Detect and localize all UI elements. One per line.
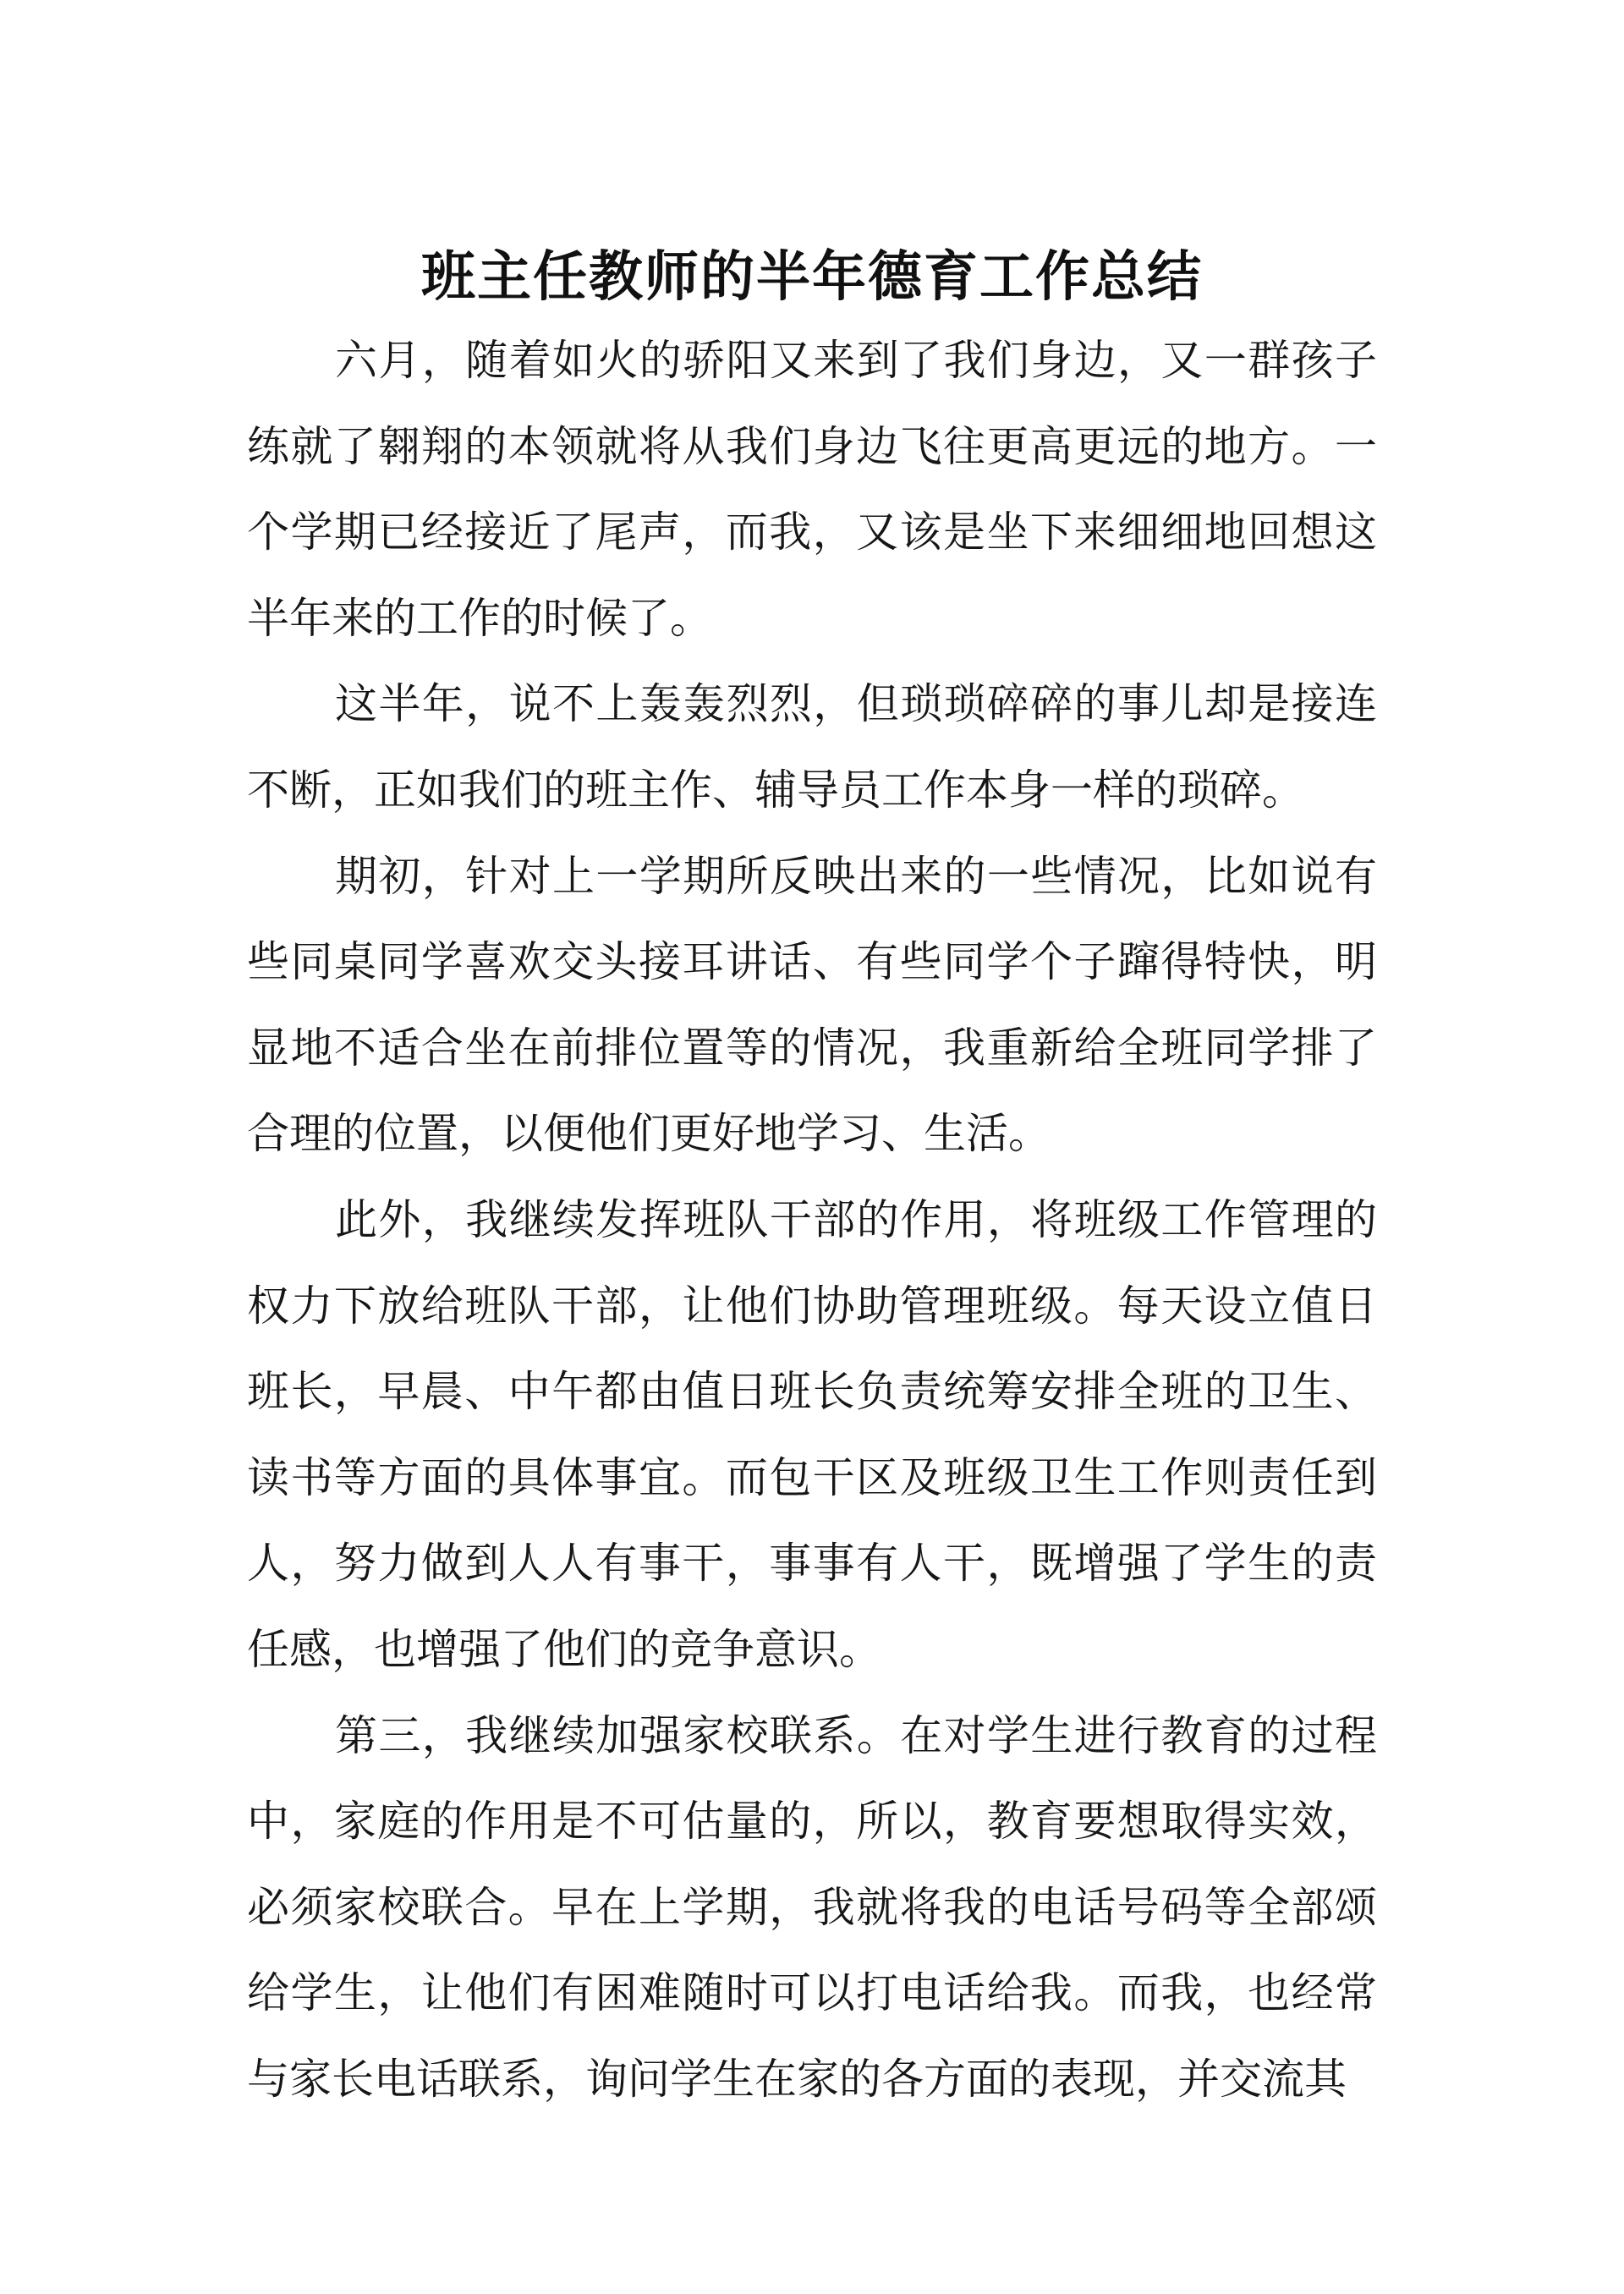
paragraph-3: 期初，针对上一学期所反映出来的一些情况，比如说有些同桌同学喜欢交头接耳讲话、有些同学个子蹿得特快，明显地不适合坐在前排位置等的情况，我重新给全班同学排了合理的位置，以便他们更好地学习、生活。 [247, 851, 1377, 1159]
paragraph-5: 第三，我继续加强家校联系。在对学生进行教育的过程中，家庭的作用是不可估量的，所以，教育要想取得实效，必须家校联合。早在上学期，我就将我的电话号码等全部颂给学生，让他们有困难随时可以打电话给我。而我，也经常与家长电话联系，询问学生在家的各方面的表现，并交流其 [247, 1710, 1377, 2104]
paragraph-1: 六月，随着如火的骄阳又来到了我们身边，又一群孩子练就了翱翔的本领就将从我们身边飞往更高更远的地方。一个学期已经接近了尾声，而我，又该是坐下来细细地回想这半年来的工作的时候了。 [247, 336, 1377, 643]
document-body [247, 318, 1377, 2122]
paragraph-2: 这半年，说不上轰轰烈烈，但琐琐碎碎的事儿却是接连不断，正如我们的班主作、辅导员工作本身一样的琐碎。 [247, 679, 1377, 815]
document-title: 班主任教师的半年德育工作总结 [421, 244, 1203, 309]
paragraph-4: 此外，我继续发挥班队干部的作用，将班级工作管理的权力下放给班队干部，让他们协助管理班级。每天设立值日班长，早晨、中午都由值日班长负责统筹安排全班的卫生、读书等方面的具体事宜。而包干区及班级卫生工作则责任到人，努力做到人人有事干，事事有人干，既增强了学生的责任感，也增强了他们的竞争意识。 [247, 1194, 1377, 1674]
